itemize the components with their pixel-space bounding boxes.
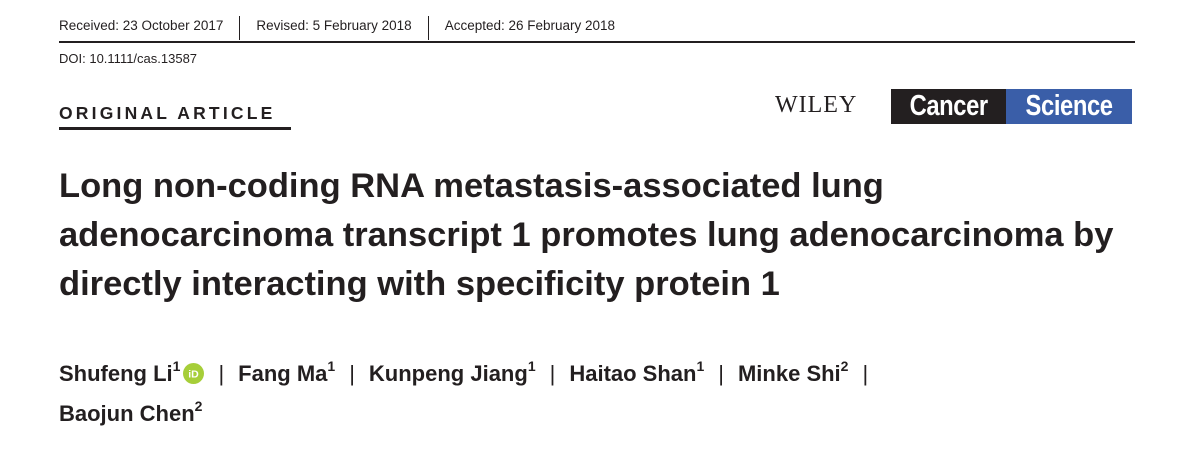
author-affiliation: 1 — [696, 357, 705, 374]
author-affiliation: 2 — [840, 357, 849, 374]
author-affiliation: 1 — [327, 357, 336, 374]
author-separator: | — [349, 361, 355, 386]
journal-logo-science-text: Science — [1025, 90, 1113, 122]
journal-logo-cancer — [891, 89, 1006, 124]
author[interactable] — [59, 357, 204, 386]
date-divider — [239, 16, 240, 40]
article-dates — [59, 18, 615, 42]
author-separator: | — [862, 361, 869, 386]
journal-logo-science — [1006, 89, 1132, 124]
author-affiliation: 2 — [194, 397, 203, 414]
revised-date: Revised: 5 February 2018 — [256, 18, 412, 33]
author[interactable] — [737, 357, 849, 386]
author-name: Kunpeng Jiang — [368, 361, 528, 386]
accepted-date: Accepted: 26 February 2018 — [444, 18, 616, 33]
article-type-label: ORIGINAL ARTICLE — [59, 103, 276, 123]
author-separator: | — [718, 361, 724, 386]
journal-logo-cancer-text: Cancer — [909, 90, 988, 122]
author-separator: | — [549, 361, 556, 386]
author[interactable] — [368, 357, 536, 386]
author[interactable] — [238, 357, 336, 386]
article-title: Long non-coding RNA metastasis-associated lung adenocarcinoma transcript 1 promotes lung adenocarcinoma by directly interacting with specificity protein 1 — [59, 167, 1114, 303]
publisher-logo: WILEY — [775, 92, 858, 118]
journal-logo — [891, 89, 1132, 124]
author-name: Haitao Shan — [569, 361, 697, 386]
author-name: Baojun Chen — [59, 401, 195, 426]
received-date: Received: 23 October 2017 — [59, 18, 224, 33]
orcid-icon-label: iD — [188, 368, 200, 381]
author[interactable] — [569, 357, 705, 386]
doi-link[interactable]: DOI: 10.1111/cas.13587 — [59, 51, 198, 66]
date-divider — [428, 16, 429, 40]
author-affiliation: 1 — [172, 357, 181, 374]
header-rule — [59, 41, 1135, 43]
orcid-icon[interactable] — [183, 363, 204, 384]
author-separator: | — [218, 361, 225, 386]
author-name: Minke Shi — [737, 361, 841, 386]
author-affiliation: 1 — [527, 357, 536, 374]
author-name: Shufeng Li — [59, 361, 173, 386]
author[interactable] — [59, 397, 203, 426]
article-type-underline — [59, 127, 291, 130]
author-list — [59, 354, 1139, 434]
author-name: Fang Ma — [238, 361, 328, 386]
